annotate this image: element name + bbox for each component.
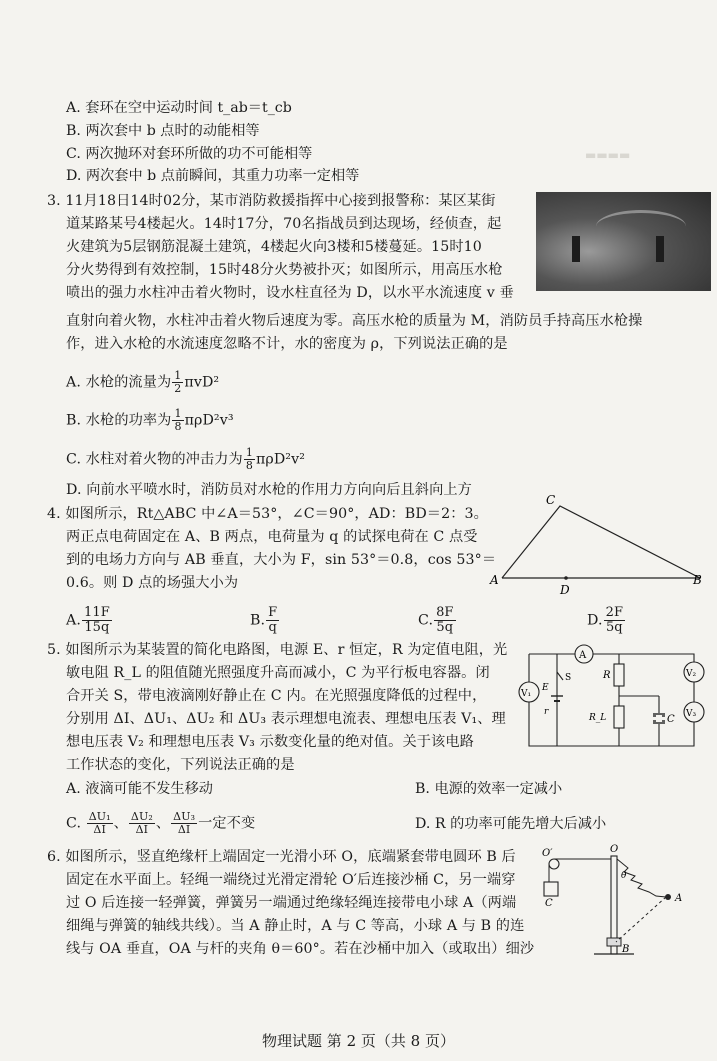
q5-option-b: B. 电源的效率一定减小 — [415, 781, 563, 797]
voltmeter-v1-label: V₁ — [521, 689, 532, 699]
firefighting-photo — [536, 192, 711, 291]
label-c: C — [546, 493, 556, 507]
q3-line: 分火势得到有效控制，15时48分火势被扑灭；如图所示，用高压水枪 — [66, 262, 503, 278]
page-footer: 物理试题 第 2 页（共 8 页） — [262, 1032, 455, 1050]
source-e-label: E — [542, 683, 549, 693]
voltmeter-v2-label: V₂ — [686, 669, 697, 679]
q2-option-a: A. 套环在空中运动时间 t_ab＝t_cb — [66, 100, 292, 116]
label-b: B — [693, 573, 702, 587]
pulley-o-prime-label: O′ — [542, 848, 553, 859]
q3-line: 喷出的强力水柱冲击着火物时，设水柱直径为 D，以水平水流速度 v 垂 — [66, 285, 514, 301]
bucket-c-label: C — [545, 898, 553, 909]
q3-line: 3. 11月18日14时02分，某市消防救援指挥中心接到报警称：某区某街 — [47, 193, 496, 209]
resistor-r-label: R — [603, 670, 611, 681]
q6-line: 6. 如图所示，竖直绝缘杆上端固定一光滑小环 O，底端紧套带电圆环 B 后 — [47, 849, 516, 865]
q2-option-b: B. 两次套中 b 点时的动能相等 — [66, 123, 260, 139]
q3-line: 作，进入水枪的水流速度忽略不计，水的密度为 ρ，下列说法正确的是 — [66, 336, 508, 352]
label-a: A — [490, 573, 499, 587]
q3-line: 直射向着火物，水柱冲击着火物后速度为零。高压水枪的质量为 M，消防员手持高压水枪操 — [66, 313, 643, 329]
theta-label: θ — [621, 871, 627, 881]
capacitor-label: C — [667, 714, 675, 725]
q5-line: 工作状态的变化，下列说法正确的是 — [66, 757, 295, 773]
q2-option-d: D. 两次套中 b 点前瞬间，其重力功率一定相等 — [66, 168, 360, 184]
q4-line: 0.6。则 D 点的场强大小为 — [66, 575, 239, 591]
q5-option-a: A. 液滴可能不发生移动 — [66, 781, 213, 797]
q3-option-b: B. 水枪的功率为 $\frac{1}{8}$ πρD²v³ — [66, 407, 234, 433]
switch-label: S — [565, 673, 572, 683]
ammeter-label: A — [579, 650, 587, 661]
q4-option-b: B. $\frac{F}{q}$ — [250, 605, 278, 635]
q3-option-c: C. 水柱对着火物的冲击力为 $\frac{1}{8}$ πρD²v² — [66, 446, 305, 472]
ball-a-label: A — [675, 893, 683, 904]
q4-line: 到的电场力方向与 AB 垂直，大小为 F，sin 53°＝0.8，cos 53°＝ — [66, 552, 497, 568]
resistor-rl-label: R_L — [589, 713, 607, 723]
q5-line: 5. 如图所示为某装置的简化电路图，电源 E、r 恒定，R 为定值电阻，光 — [47, 642, 508, 658]
q5-line: 想电压表 V₂ 和理想电压表 V₃ 示数变化量的绝对值。关于该电路 — [66, 734, 474, 750]
q6-line: 细绳与弹簧的轴线共线）。当 A 静止时，A 与 C 等高，小球 A 与 B 的连 — [66, 918, 525, 934]
voltmeter-v3-label: V₃ — [686, 709, 697, 719]
q3-option-d: D. 向前水平喷水时，消防员对水枪的作用力方向向后且斜向上方 — [66, 482, 472, 498]
q6-line: 固定在水平面上。轻绳一端绕过光滑定滑轮 O′后连接沙桶 C，另一端穿 — [66, 872, 516, 888]
q3-line: 道某路某号4楼起火。14时17分，70名指战员到达现场，经侦查，起 — [66, 216, 502, 232]
bleed-through-mark: ▬▬▬▬ — [585, 148, 631, 162]
q6-line: 线与 OA 垂直，OA 与杆的夹角 θ＝60°。若在沙桶中加入（或取出）细沙 — [66, 941, 535, 957]
q5-option-c: C. $\frac{\text{ΔU₁}}{\Delta I}$ 、 $\frac{\text{ΔU₂}}{\Delta I}$ 、 $\frac{\text{ΔU₃}}{\Delta I}$ 一定不变 — [66, 810, 256, 836]
q4-line: 两正点电荷固定在 A、B 两点，电荷量为 q 的试探电荷在 C 点受 — [66, 529, 478, 545]
q5-option-d: D. R 的功率可能先增大后减小 — [415, 816, 607, 832]
q3-option-a: A. 水枪的流量为 $\frac{1}{2}$ πvD² — [66, 369, 220, 395]
q2-option-c: C. 两次抛环对套环所做的功不可能相等 — [66, 146, 313, 162]
source-r-label: r — [544, 707, 549, 717]
q6-rod-figure — [538, 842, 713, 966]
q3-line: 火建筑为5层钢筋混凝土建筑，4楼起火向3楼和5楼蔓延。15时10 — [66, 239, 482, 255]
ring-o-label: O — [610, 844, 619, 855]
q5-line: 分别用 ΔI、ΔU₁、ΔU₂ 和 ΔU₃ 表示理想电流表、理想电压表 V₁、理 — [66, 711, 506, 727]
q4-option-d: D. $\frac{2F}{5q}$ — [587, 605, 624, 635]
q5-line: 合开关 S，带电液滴刚好静止在 C 内。在光照强度降低的过程中， — [66, 688, 487, 704]
q6-line: 过 O 后连接一轻弹簧，弹簧另一端通过绝缘轻绳连接带电小球 A（两端 — [66, 895, 517, 911]
ring-b-label: B — [622, 944, 630, 955]
q5-line: 敏电阻 R_L 的阻值随光照强度升高而减小，C 为平行板电容器。闭 — [66, 665, 490, 681]
q4-line: 4. 如图所示，Rt△ABC 中∠A＝53°，∠C＝90°，AD：BD＝2：3。 — [47, 506, 488, 522]
q4-option-c: C. $\frac{8F}{5q}$ — [418, 605, 454, 635]
q4-triangle-figure — [488, 492, 710, 596]
q4-option-a: A. $\frac{11F}{15q}$ — [66, 605, 110, 635]
q5-circuit-figure — [509, 636, 709, 766]
label-d: D — [560, 583, 570, 596]
